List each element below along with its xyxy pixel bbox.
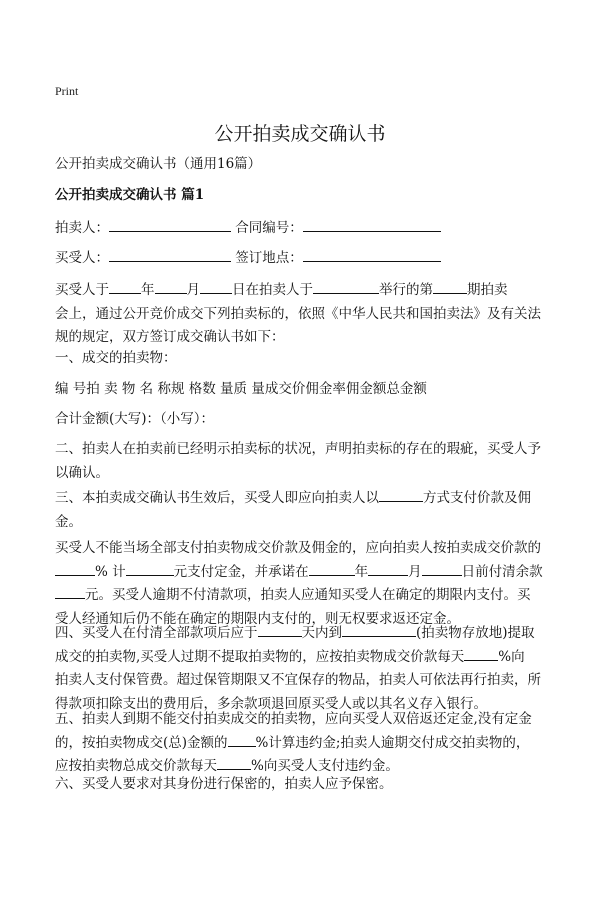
- item-4-text-b: 天内到: [301, 625, 342, 641]
- paragraph-opening: [55, 279, 550, 350]
- field-row-auctioneer: [55, 217, 441, 240]
- deposit-text-b: 元支付定金，并承诺在: [173, 563, 309, 580]
- buyer-blank[interactable]: [109, 247, 231, 262]
- sign-place-blank[interactable]: [303, 247, 441, 262]
- item-2: [55, 438, 550, 485]
- pay-month-blank[interactable]: [368, 561, 408, 576]
- document-subtitle: 公开拍卖成交确认书（通用16篇）: [55, 156, 262, 172]
- p1-text-f: 期拍卖: [467, 282, 508, 298]
- p1-text-d: 日在拍卖人于: [232, 282, 313, 298]
- item-6: 六、买受人要求对其身份进行保密的，拍卖人应予保密。: [55, 776, 393, 792]
- deposit-text-f: 元。买受人逾期不付清款项，拍卖人应通知买受人在确定的期限内支付。买: [85, 587, 531, 603]
- pay-year-blank[interactable]: [309, 561, 355, 576]
- buyer-label: 买受人：: [55, 250, 109, 266]
- item-5-line3-text: 应按拍卖物总成交价款每天: [55, 758, 217, 774]
- item-4-line2-text: 成交的拍卖物,买受人过期不提取拍卖物的，应按拍卖物成交价款每天: [55, 648, 465, 665]
- auctioneer-label: 拍卖人：: [55, 220, 109, 236]
- total-amount: 合计金额(大写)：（小写）：: [55, 411, 215, 427]
- item-5-line2-text: 的，按拍卖物成交(总)金额的: [55, 734, 228, 751]
- item-3-text-b: 方式支付价款及佣: [423, 490, 531, 506]
- deposit-line1: 买受人不能当场全部支付拍卖物成交价款及佣金的，应向拍卖人按拍卖成交价款的: [55, 540, 541, 556]
- sign-place-label: 签订地点：: [235, 250, 303, 266]
- daily-penalty-blank[interactable]: [217, 755, 251, 770]
- item-1: 一、成交的拍卖物：: [55, 350, 177, 366]
- p1-line2: 会上，通过公开竞价成交下列拍卖标的，依照《中华人民共和国拍卖法》及有关法: [55, 305, 541, 322]
- deposit-text-c: 年: [354, 563, 369, 580]
- deposit-text-d: 月: [408, 563, 422, 580]
- month-blank[interactable]: [155, 279, 187, 294]
- item-5-line3-suffix: %向买受人支付违约金。: [251, 758, 399, 774]
- section-heading: 公开拍卖成交确认书 篇1: [55, 187, 205, 203]
- item-3-text-a: 三、本拍卖成交确认书生效后，买受人即应向拍卖人以: [55, 490, 379, 506]
- deposit-text-a: % 计: [95, 563, 126, 580]
- p1-line3: 规的规定，双方签订成交确认书如下：: [55, 329, 285, 345]
- item-3: [55, 487, 550, 534]
- table-header: 编 号拍 卖 物 名 称规 格数 量质 量成交价佣金率佣金额总金额: [55, 381, 427, 397]
- pickup-days-blank[interactable]: [258, 622, 302, 637]
- item-2-line2: 以确认。: [55, 464, 109, 481]
- item-5-line2-suffix: %计算违约金;拍卖人逾期交付成交拍卖物的，: [255, 734, 530, 751]
- item-4-line3: 拍卖人支付保管费。超过保管期限又不宜保存的物品，拍卖人可依法再行拍卖，所: [55, 672, 541, 688]
- p1-text-e: 举行的第: [379, 282, 433, 298]
- day-blank[interactable]: [200, 279, 232, 294]
- session-blank[interactable]: [433, 279, 467, 294]
- item-4-line4: 得款项扣除支出的费用后，多余款项退回原买受人或以其名义存入银行。: [55, 695, 487, 712]
- p1-text-b: 年: [141, 282, 155, 298]
- item-4: [55, 622, 550, 716]
- contract-no-blank[interactable]: [303, 217, 441, 232]
- deposit-percent-blank[interactable]: [55, 561, 95, 576]
- item-4-text-a: 四、买受人在付清全部款项后应于: [55, 625, 258, 641]
- p1-text-c: 月: [186, 282, 200, 298]
- payment-method-blank[interactable]: [379, 487, 423, 502]
- auctioneer-blank[interactable]: [109, 217, 231, 232]
- item-2-line1: 二、拍卖人在拍卖前已经明示拍卖标的状况，声明拍卖标的存在的瑕疵，买受人予: [55, 441, 541, 457]
- pay-day-blank[interactable]: [422, 561, 462, 576]
- item-3-line2: 金。: [55, 513, 82, 530]
- deposit-line4: 受人经通知后仍不能在确定的期限内支付的，则无权要求返还定金。: [55, 610, 460, 627]
- item-4-text-c: (拍卖物存放地)提取: [416, 625, 535, 641]
- storage-fee-blank[interactable]: [464, 646, 498, 661]
- contract-no-label: 合同编号：: [235, 220, 303, 236]
- venue-blank[interactable]: [313, 279, 379, 294]
- field-row-buyer: [55, 247, 441, 270]
- item-4-line2-suffix: %向: [498, 648, 525, 665]
- storage-location-blank[interactable]: [342, 622, 416, 637]
- deposit-text-e: 日前付清余款: [461, 563, 543, 580]
- paragraph-deposit: [55, 537, 550, 631]
- print-label[interactable]: Print: [55, 84, 79, 98]
- item-5: [55, 708, 550, 779]
- year-blank[interactable]: [109, 279, 141, 294]
- item-5-line1: 五、拍卖人到期不能交付拍卖成交的拍卖物，应向买受人双倍返还定金,没有定金: [55, 711, 532, 727]
- balance-blank[interactable]: [55, 584, 85, 599]
- document-title: 公开拍卖成交确认书: [214, 123, 386, 145]
- penalty-percent-blank[interactable]: [228, 732, 256, 747]
- deposit-amount-blank[interactable]: [126, 561, 174, 576]
- p1-text-a: 买受人于: [55, 282, 109, 298]
